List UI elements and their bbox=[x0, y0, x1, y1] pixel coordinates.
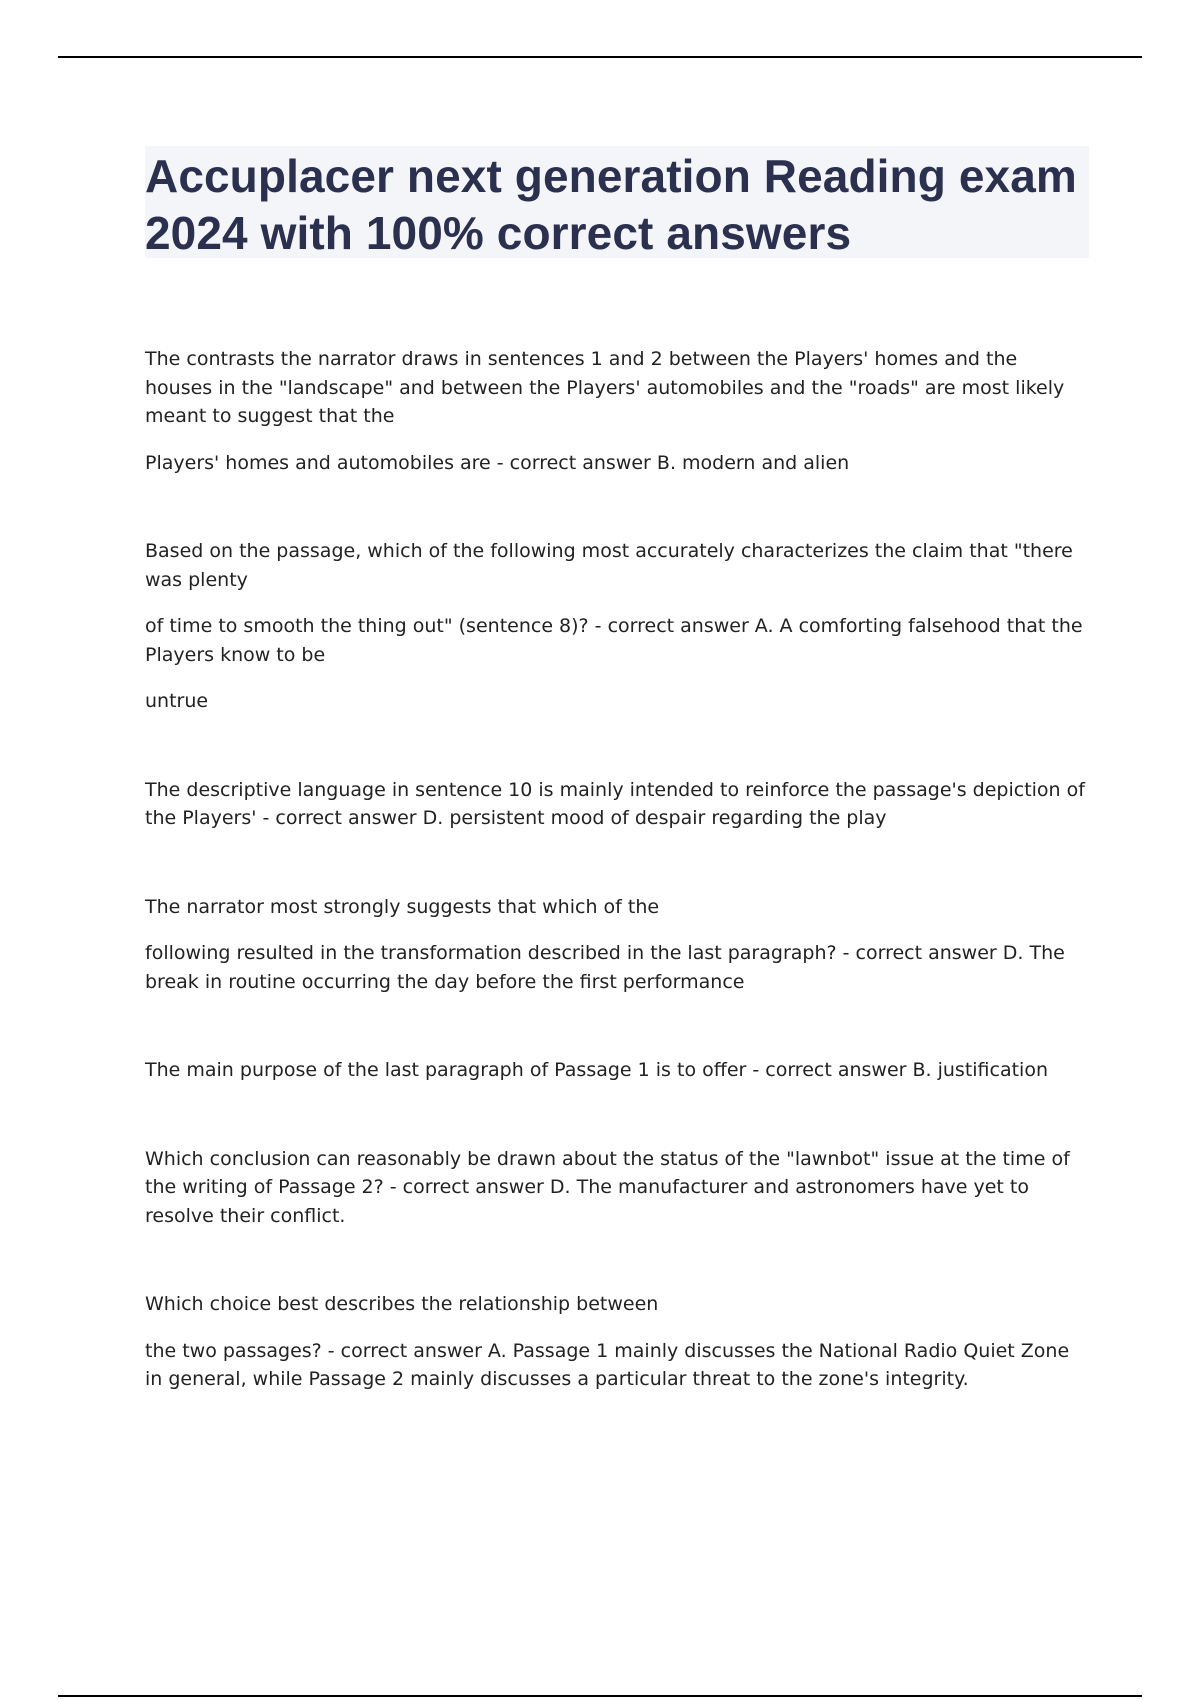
qa-paragraph: the two passages? - correct answer A. Passage 1 mainly discusses the National Radio Quiet Zone in general, while Passage 2 mainly discusses a particular threat to the zone's integrity. bbox=[145, 1339, 1070, 1390]
qa-paragraph: Based on the passage, which of the following most accurately characterizes the claim that "there was plenty bbox=[145, 540, 1073, 591]
qa-paragraph: The main purpose of the last paragraph of Passage 1 is to offer - correct answer B. justification bbox=[145, 1059, 1049, 1081]
qa-item bbox=[145, 1056, 1089, 1085]
spacer bbox=[145, 1014, 1089, 1056]
title-block bbox=[145, 146, 1089, 258]
document-body bbox=[145, 345, 1089, 1412]
qa-paragraph: Players' homes and automobiles are - correct answer B. modern and alien bbox=[145, 451, 850, 474]
qa-item bbox=[145, 1290, 1089, 1394]
qa-paragraph: The descriptive language in sentence 10 is mainly intended to reinforce the passage's depiction of the Players' - correct answer D. persistent mood of despair regarding the play bbox=[145, 778, 1085, 829]
document-title: Accuplacer next generation Reading exam 2024 with 100% correct answers bbox=[145, 150, 1077, 259]
spacer bbox=[145, 851, 1089, 893]
qa-paragraph: Which choice best describes the relationship between bbox=[145, 1293, 659, 1315]
qa-paragraph: of time to smooth the thing out" (sentence 8)? - correct answer A. A comforting falsehood that the Players know to be bbox=[145, 615, 1083, 666]
qa-paragraph: The narrator most strongly suggests that which of the bbox=[145, 895, 660, 918]
qa-item bbox=[145, 345, 1089, 477]
qa-paragraph: The contrasts the narrator draws in sentences 1 and 2 between the Players' homes and the houses in the "landscape" and between the Players' automobiles and the "roads" are most likely meant to suggest that the bbox=[145, 348, 1065, 427]
qa-paragraph: untrue bbox=[145, 690, 209, 712]
qa-item bbox=[145, 893, 1089, 997]
qa-item bbox=[145, 537, 1089, 716]
qa-paragraph: Which conclusion can reasonably be drawn about the status of the "lawnbot" issue at the time of the writing of Passage 2? - correct answer D. The manufacturer and astronomers have yet to resolve their conflict. bbox=[145, 1147, 1070, 1227]
top-rule bbox=[58, 56, 1142, 58]
qa-item bbox=[145, 1145, 1089, 1231]
bottom-rule bbox=[58, 1695, 1142, 1697]
qa-item bbox=[145, 776, 1089, 833]
spacer bbox=[145, 1103, 1089, 1145]
spacer bbox=[145, 495, 1089, 537]
spacer bbox=[145, 1248, 1089, 1290]
spacer bbox=[145, 734, 1089, 776]
qa-paragraph: following resulted in the transformation described in the last paragraph? - correct answer D. The break in routine occurring the day before the first performance bbox=[145, 942, 1065, 993]
